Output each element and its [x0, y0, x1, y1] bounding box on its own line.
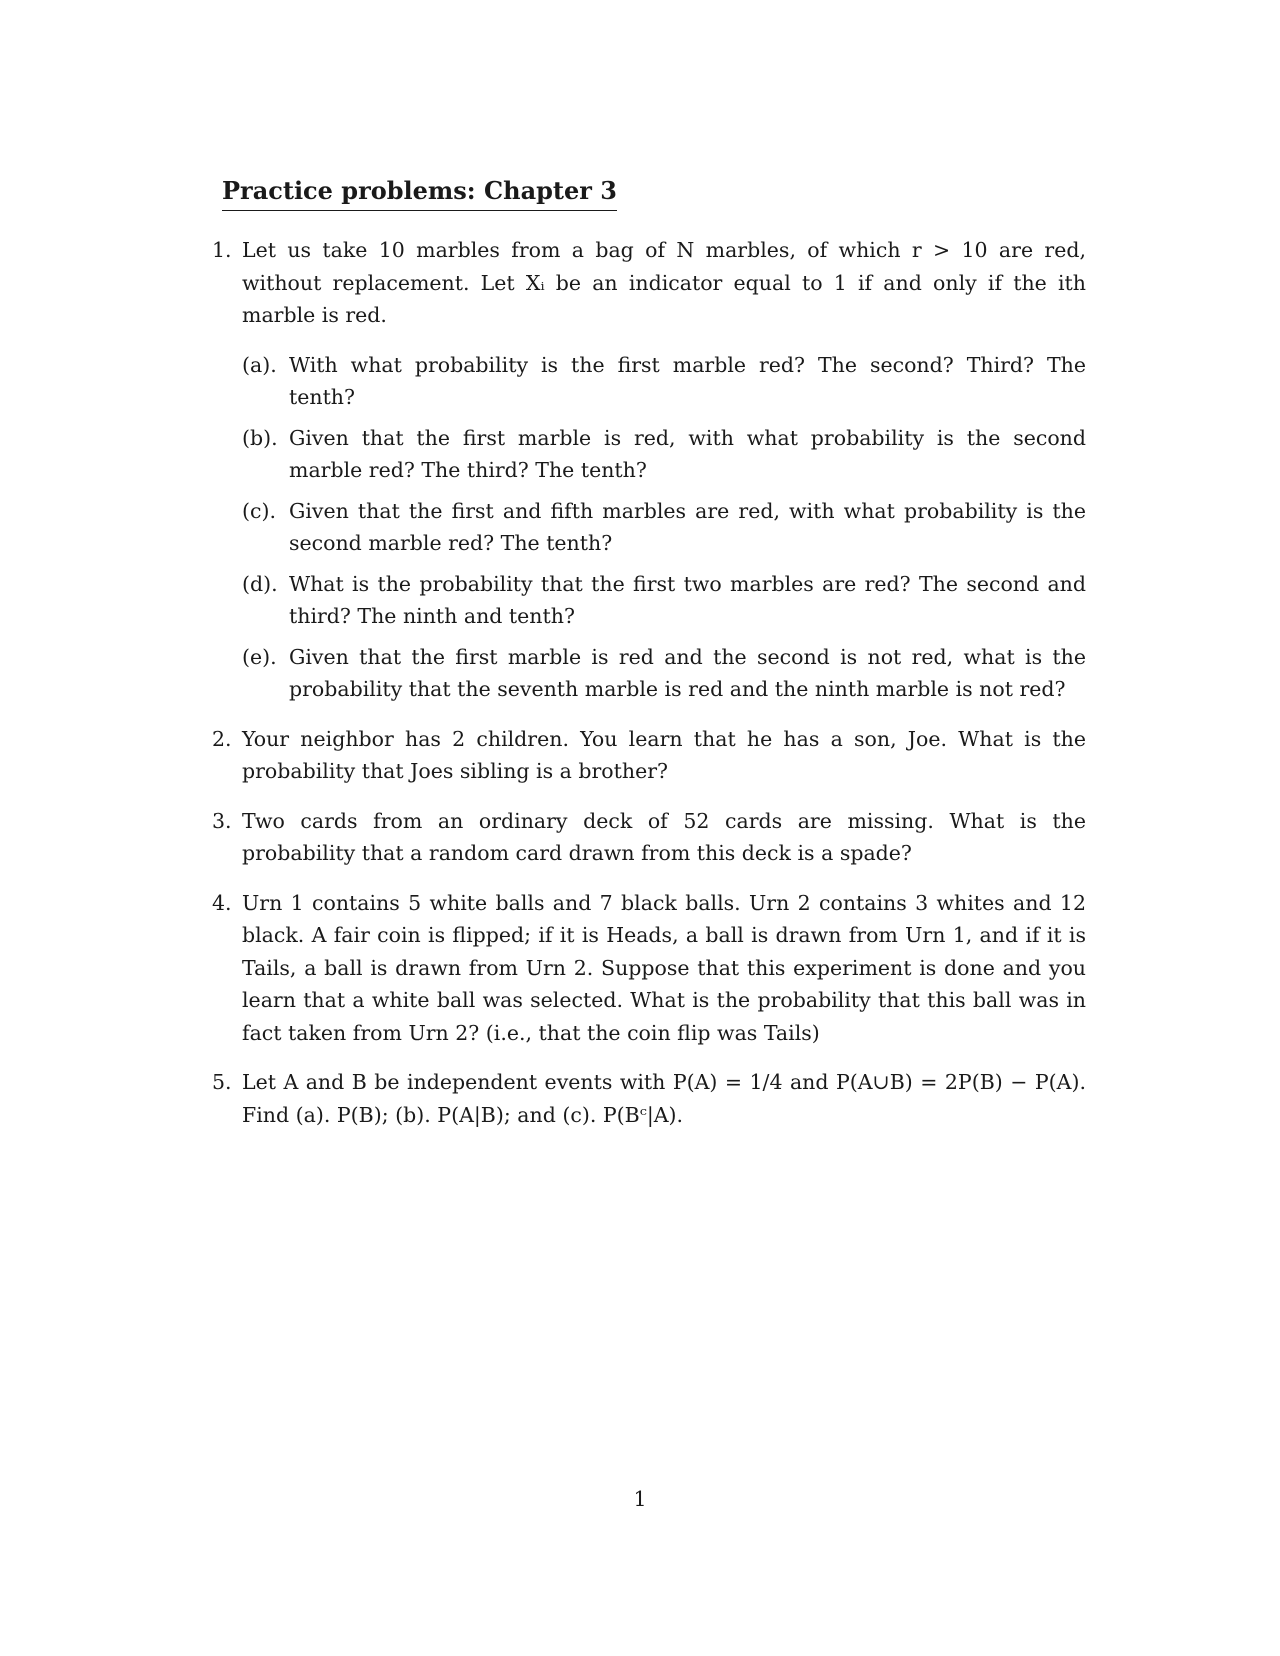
part-label: (d). [242, 571, 278, 596]
problem-text: Let us take 10 marbles from a bag of N marbles, of which r > 10 are red, without replacement. Let Xᵢ be an indicator equal to 1 if and only if the ith marble is red. [242, 238, 1086, 327]
problem-number: 4. [212, 890, 232, 915]
problem-text: Urn 1 contains 5 white balls and 7 black balls. Urn 2 contains 3 whites and 12 black. A fair coin is flipped; if it is Heads, a ball is drawn from Urn 1, and if it is Tails, a ball is drawn from Urn 2. Suppose that this experiment is done and you learn that a white ball was selected. What is the probability that this ball was in fact taken from Urn 2? (i.e., that the coin flip was Tails) [242, 890, 1086, 1045]
part-label: (e). [242, 644, 277, 669]
part-e [242, 641, 1086, 706]
problem-number: 1. [212, 238, 232, 262]
part-text: Given that the first and fifth marbles are red, with what probability is the second marble red? The tenth? [289, 498, 1086, 555]
part-label: (c). [242, 498, 276, 523]
problem-list [212, 234, 1086, 1148]
part-text: Given that the first marble is red and the second is not red, what is the probability that the seventh marble is red and the ninth marble is not red? [289, 644, 1086, 701]
part-a [242, 349, 1086, 414]
part-text: What is the probability that the first two marbles are red? The second and third? The ninth and tenth? [289, 571, 1086, 628]
problem-5 [212, 1066, 1086, 1131]
page-title: Practice problems: Chapter 3 [222, 174, 617, 211]
problem-3 [212, 805, 1086, 870]
part-label: (a). [242, 352, 277, 377]
problem-1-parts [242, 349, 1086, 706]
page-number: 1 [633, 1487, 647, 1511]
part-b [242, 422, 1086, 487]
part-text: With what probability is the first marble red? The second? Third? The tenth? [289, 352, 1086, 409]
problem-2 [212, 723, 1086, 788]
problem-number: 5. [212, 1070, 232, 1094]
part-text: Given that the first marble is red, with what probability is the second marble red? The third? The tenth? [289, 425, 1086, 482]
problem-number: 3. [212, 808, 232, 833]
part-label: (b). [242, 425, 278, 450]
part-c [242, 495, 1086, 560]
problem-text: Your neighbor has 2 children. You learn that he has a son, Joe. What is the probability that Joes sibling is a brother? [242, 726, 1086, 783]
problem-text: Two cards from an ordinary deck of 52 cards are missing. What is the probability that a random card drawn from this deck is a spade? [242, 808, 1086, 865]
problem-text: Let A and B be independent events with P(A) = 1/4 and P(A∪B) = 2P(B) − P(A). Find (a). P(B); (b). P(A|B); and (c). P(Bᶜ|A). [242, 1070, 1086, 1127]
problem-number: 2. [212, 726, 232, 751]
part-d [242, 568, 1086, 633]
problem-4 [212, 887, 1086, 1050]
problem-1 [212, 234, 1086, 706]
